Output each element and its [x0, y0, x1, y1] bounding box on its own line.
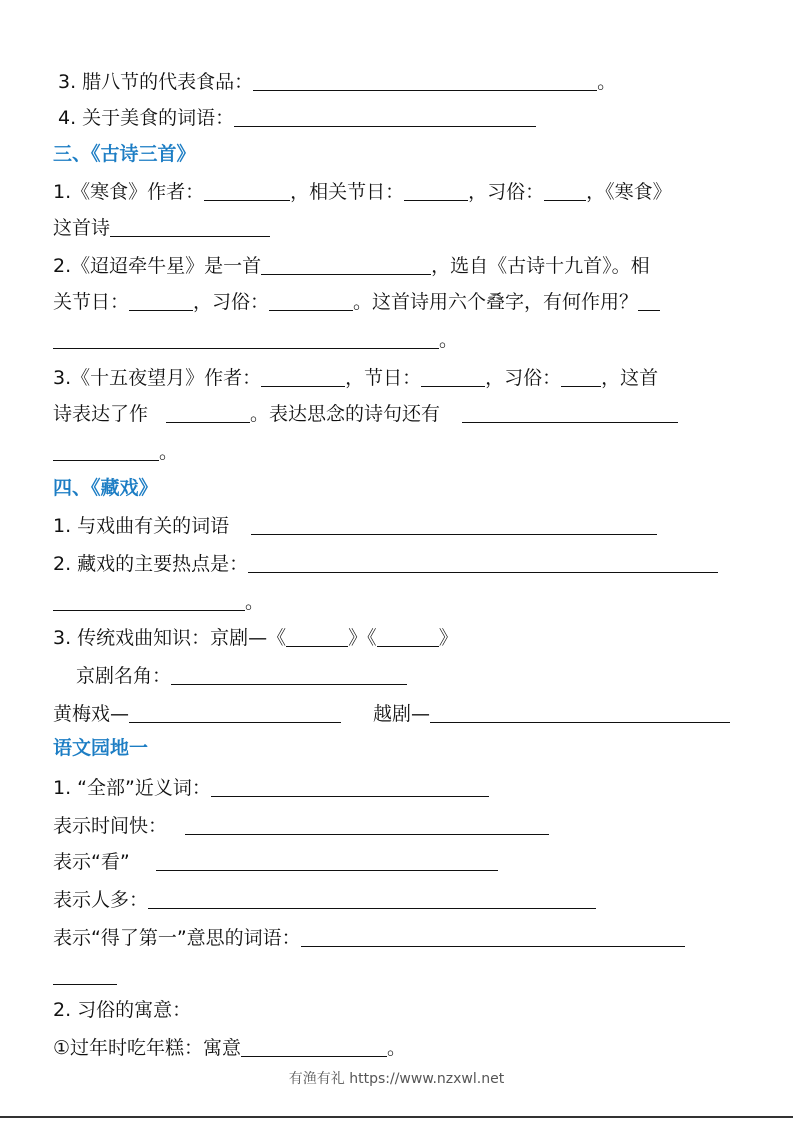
question-line [53, 214, 270, 242]
answer-blank[interactable] [377, 628, 439, 647]
answer-blank[interactable] [251, 516, 657, 535]
question-line [53, 326, 458, 354]
question-line [373, 700, 730, 728]
question-text: 4. 关于美食的词语： [58, 107, 235, 129]
question-text: 表示“看” [53, 851, 130, 873]
answer-blank[interactable] [171, 666, 407, 685]
question-line [53, 588, 264, 616]
answer-blank[interactable] [156, 852, 498, 871]
answer-blank[interactable] [269, 292, 353, 311]
period: 。 [387, 1037, 407, 1059]
answer-blank[interactable] [544, 182, 586, 201]
question-text: 表示时间快： [53, 815, 168, 837]
answer-blank[interactable] [211, 778, 489, 797]
question-text: 诗表达了作 [53, 403, 149, 425]
question-text: ，习俗： [485, 367, 562, 389]
answer-blank[interactable] [204, 182, 290, 201]
question-text: 3. 腊八节的代表食品： [58, 71, 254, 93]
question-text: 1. 与戏曲有关的词语 [53, 515, 230, 537]
question-line [53, 848, 498, 876]
question-text: 京剧名角： [76, 665, 172, 687]
question-line [53, 512, 657, 540]
answer-blank[interactable] [53, 592, 245, 611]
answer-blank[interactable] [430, 704, 730, 723]
answer-blank[interactable] [166, 404, 250, 423]
answer-blank[interactable] [148, 890, 596, 909]
question-text: 2. 藏戏的主要热点是： [53, 553, 249, 575]
question-line [58, 68, 616, 96]
question-text: 越剧— [373, 703, 431, 725]
question-line [53, 364, 658, 392]
question-text: ，选自《古诗十九首》。相 [431, 255, 650, 277]
question-line [53, 774, 489, 802]
question-text: 表示“得了第一”意思的词语： [53, 927, 301, 949]
question-line [53, 288, 660, 316]
answer-blank[interactable] [253, 72, 597, 91]
bottom-divider [0, 1116, 793, 1118]
question-text: 》 [438, 627, 458, 649]
period: 。 [597, 71, 617, 93]
question-text: 表示人多： [53, 889, 149, 911]
question-text: 3. 传统戏曲知识：京剧—《 [53, 627, 287, 649]
question-line [53, 400, 678, 428]
answer-blank[interactable] [421, 368, 485, 387]
answer-blank[interactable] [185, 816, 549, 835]
answer-blank[interactable] [261, 368, 345, 387]
question-text: 1. “全部”近义词： [53, 777, 211, 799]
question-text: 》《 [348, 627, 377, 649]
answer-blank[interactable] [462, 404, 678, 423]
answer-blank[interactable] [234, 108, 536, 127]
question-line [58, 104, 536, 132]
question-text: ，节日： [345, 367, 422, 389]
question-line [53, 624, 458, 652]
question-text: 。表达思念的诗句还有 [250, 403, 441, 425]
question-line [76, 662, 407, 690]
answer-blank[interactable] [561, 368, 601, 387]
question-line [53, 178, 672, 206]
question-text: ，这首 [601, 367, 659, 389]
question-text: 1.《寒食》作者： [53, 181, 205, 203]
question-line [53, 924, 685, 952]
answer-blank[interactable] [241, 1038, 387, 1057]
answer-blank[interactable] [404, 182, 468, 201]
answer-blank[interactable] [110, 218, 270, 237]
question-line [53, 252, 650, 280]
question-text: ，《寒食》 [586, 181, 672, 203]
answer-blank[interactable] [129, 292, 193, 311]
answer-blank[interactable] [286, 628, 348, 647]
question-text: 3.《十五夜望月》作者： [53, 367, 262, 389]
question-line: 2. 习俗的寓意： [53, 999, 192, 1021]
question-text: 这首诗 [53, 217, 111, 239]
question-text: 。这首诗用六个叠字，有何作用？ [353, 291, 639, 313]
period: 。 [159, 441, 179, 463]
answer-blank[interactable] [301, 928, 685, 947]
period: 。 [245, 591, 265, 613]
question-line [53, 1034, 406, 1062]
question-line [53, 812, 549, 840]
answer-blank[interactable] [261, 256, 431, 275]
answer-blank[interactable] [129, 704, 341, 723]
question-text: ，习俗： [468, 181, 545, 203]
question-line [53, 550, 718, 578]
question-text: 黄梅戏— [53, 703, 130, 725]
question-text: 2.《迢迢牵牛星》是一首 [53, 255, 262, 277]
answer-blank[interactable] [53, 330, 439, 349]
question-text: ①过年时吃年糕：寓意 [53, 1037, 242, 1059]
question-line [53, 886, 596, 914]
section-heading: 三、《古诗三首》 [53, 143, 196, 165]
question-line [53, 438, 178, 466]
section-heading: 四、《藏戏》 [53, 477, 158, 499]
answer-blank[interactable] [53, 442, 159, 461]
question-text: 关节日： [53, 291, 130, 313]
answer-blank[interactable] [638, 292, 660, 311]
question-line [53, 962, 117, 990]
question-line [53, 700, 341, 728]
section-heading: 语文园地一 [53, 737, 149, 759]
answer-blank[interactable] [248, 554, 718, 573]
answer-blank[interactable] [53, 966, 117, 985]
question-text: ，相关节日： [290, 181, 405, 203]
period: 。 [439, 329, 459, 351]
question-text: ，习俗： [193, 291, 270, 313]
footer-watermark: 有渔有礼 https://www.nzxwl.net [288, 1071, 505, 1087]
